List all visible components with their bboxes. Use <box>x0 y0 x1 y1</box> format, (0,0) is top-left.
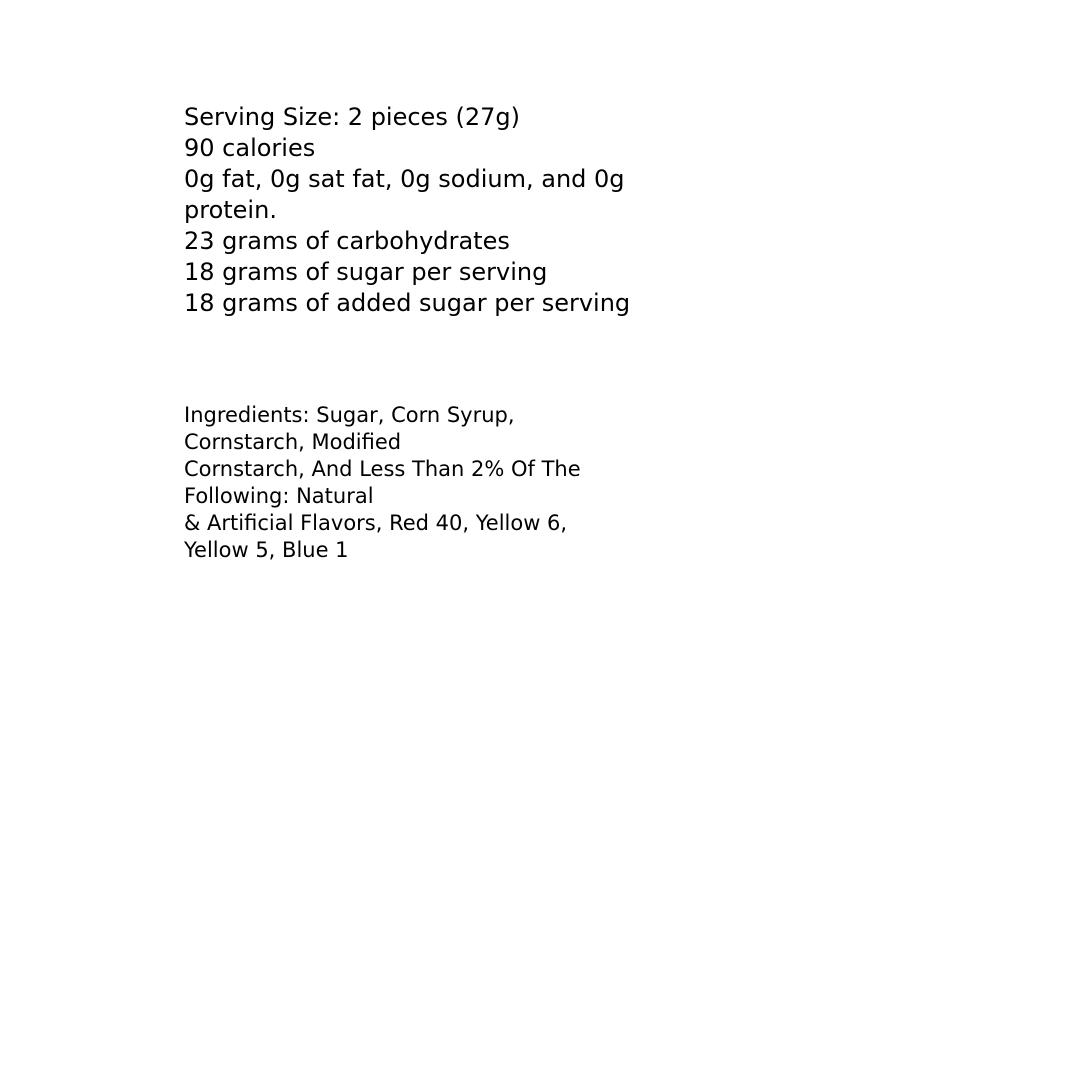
nutrition-facts-block <box>184 102 644 319</box>
protein-text: protein. <box>184 196 277 224</box>
ingredients-block <box>184 402 604 564</box>
calories-text: 90 calories <box>184 134 316 162</box>
sugar-text: 18 grams of sugar per serving <box>184 258 548 286</box>
ingredients-line: Yellow 5, Blue 1 <box>184 538 349 562</box>
added-sugar-text: 18 grams of added sugar per serving <box>184 289 631 317</box>
serving-size-text: Serving Size: 2 pieces (27g) <box>184 103 520 131</box>
fat-sodium-text: 0g fat, 0g sat fat, 0g sodium, and 0g <box>184 165 625 193</box>
ingredients-line: Cornstarch, And Less Than 2% Of The <box>184 457 581 481</box>
ingredients-line: Ingredients: Sugar, Corn Syrup, <box>184 403 515 427</box>
ingredients-line: Cornstarch, Modified <box>184 430 402 454</box>
ingredients-line: Following: Natural <box>184 484 374 508</box>
carbohydrates-text: 23 grams of carbohydrates <box>184 227 510 255</box>
ingredients-line: & Artificial Flavors, Red 40, Yellow 6, <box>184 511 568 535</box>
